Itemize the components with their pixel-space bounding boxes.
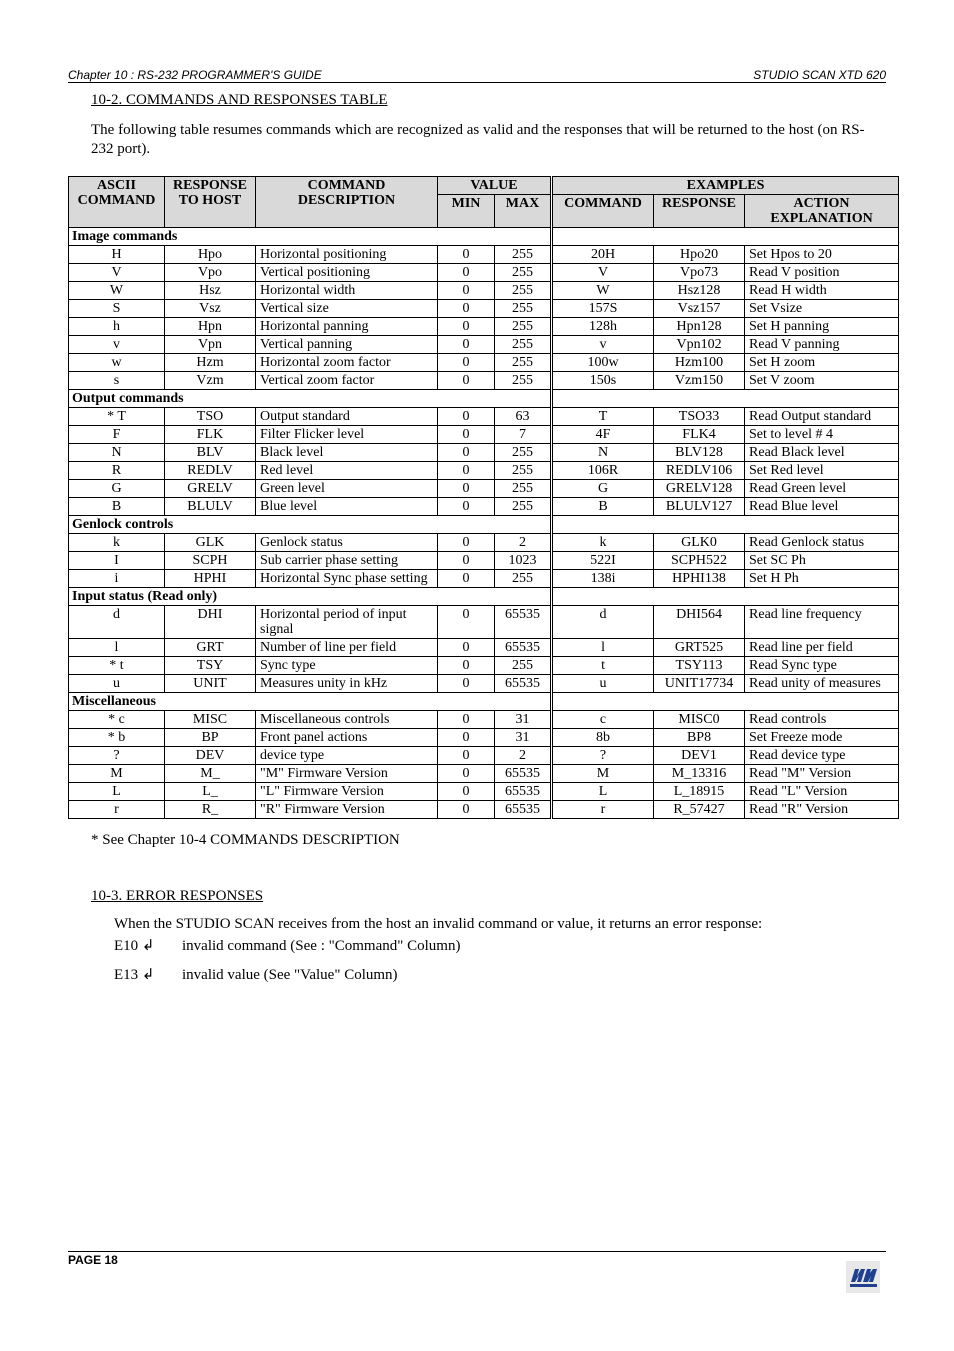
action-explanation: Read Black level	[745, 444, 899, 462]
example-response: Vpo73	[654, 264, 745, 282]
action-explanation: Set Hpos to 20	[745, 246, 899, 264]
command-description: Measures unity in kHz	[256, 675, 438, 693]
example-command: 8b	[552, 729, 654, 747]
header-max: MAX	[495, 195, 552, 228]
command-description: Vertical zoom factor	[256, 372, 438, 390]
ascii-command: L	[69, 783, 165, 801]
example-command: ?	[552, 747, 654, 765]
action-explanation: Read Sync type	[745, 657, 899, 675]
response-to-host: TSO	[165, 408, 256, 426]
example-response: DEV1	[654, 747, 745, 765]
value-max: 255	[495, 354, 552, 372]
group-blank-cell	[552, 390, 899, 408]
example-response: GRELV128	[654, 480, 745, 498]
group-blank-cell	[552, 516, 899, 534]
table-row	[69, 480, 899, 498]
ascii-command: B	[69, 498, 165, 516]
example-command: M	[552, 765, 654, 783]
ascii-command: G	[69, 480, 165, 498]
example-response: Vsz157	[654, 300, 745, 318]
value-max: 31	[495, 711, 552, 729]
group-blank-cell	[552, 693, 899, 711]
example-command: 106R	[552, 462, 654, 480]
page-number: PAGE 18	[68, 1253, 118, 1267]
example-command: V	[552, 264, 654, 282]
action-explanation: Read "L" Version	[745, 783, 899, 801]
example-response: DHI564	[654, 606, 745, 639]
command-description: Sub carrier phase setting	[256, 552, 438, 570]
table-row	[69, 657, 899, 675]
example-command: B	[552, 498, 654, 516]
command-description: Red level	[256, 462, 438, 480]
response-to-host: BLV	[165, 444, 256, 462]
example-command: l	[552, 639, 654, 657]
value-max: 63	[495, 408, 552, 426]
group-title: Input status (Read only)	[69, 588, 552, 606]
header-command-description: COMMAND DESCRIPTION	[256, 177, 438, 228]
action-explanation: Read device type	[745, 747, 899, 765]
company-logo-icon	[846, 1261, 880, 1293]
value-max: 255	[495, 570, 552, 588]
ascii-command: M	[69, 765, 165, 783]
table-row	[69, 729, 899, 747]
example-command: k	[552, 534, 654, 552]
action-explanation: Set H panning	[745, 318, 899, 336]
ascii-command: r	[69, 801, 165, 819]
header-action-explanation: ACTION EXPLANATION	[745, 195, 899, 228]
error-description: invalid value (See "Value" Column)	[182, 967, 398, 983]
example-response: FLK4	[654, 426, 745, 444]
example-response: BLULV127	[654, 498, 745, 516]
group-title: Miscellaneous	[69, 693, 552, 711]
value-min: 0	[438, 444, 495, 462]
command-description: Front panel actions	[256, 729, 438, 747]
example-response: GLK0	[654, 534, 745, 552]
value-max: 65535	[495, 783, 552, 801]
action-explanation: Read V position	[745, 264, 899, 282]
command-description: device type	[256, 747, 438, 765]
table-row	[69, 462, 899, 480]
action-explanation: Read "R" Version	[745, 801, 899, 819]
example-response: Hpn128	[654, 318, 745, 336]
header-chapter: Chapter 10 : RS-232 PROGRAMMER'S GUIDE	[68, 68, 322, 82]
header-ascii-command: ASCII COMMAND	[69, 177, 165, 228]
example-response: REDLV106	[654, 462, 745, 480]
ascii-command: I	[69, 552, 165, 570]
commands-table	[68, 176, 899, 819]
table-row	[69, 300, 899, 318]
value-max: 255	[495, 246, 552, 264]
value-min: 0	[438, 480, 495, 498]
value-min: 0	[438, 264, 495, 282]
ascii-command: s	[69, 372, 165, 390]
value-min: 0	[438, 246, 495, 264]
action-explanation: Set H Ph	[745, 570, 899, 588]
command-description: "M" Firmware Version	[256, 765, 438, 783]
example-response: Vpn102	[654, 336, 745, 354]
ascii-command: N	[69, 444, 165, 462]
action-explanation: Set to level # 4	[745, 426, 899, 444]
chapter-note: * See Chapter 10-4 COMMANDS DESCRIPTION	[91, 832, 400, 848]
example-command: 4F	[552, 426, 654, 444]
value-min: 0	[438, 639, 495, 657]
value-min: 0	[438, 747, 495, 765]
value-min: 0	[438, 498, 495, 516]
value-min: 0	[438, 801, 495, 819]
error-code: E13 ↲	[114, 967, 155, 983]
value-min: 0	[438, 534, 495, 552]
value-max: 255	[495, 462, 552, 480]
action-explanation: Read Output standard	[745, 408, 899, 426]
example-command: u	[552, 675, 654, 693]
example-response: R_57427	[654, 801, 745, 819]
example-response: TSY113	[654, 657, 745, 675]
action-explanation: Read Green level	[745, 480, 899, 498]
example-response: HPHI138	[654, 570, 745, 588]
action-explanation: Read Genlock status	[745, 534, 899, 552]
footer-rule	[68, 1251, 886, 1252]
value-max: 255	[495, 264, 552, 282]
response-to-host: SCPH	[165, 552, 256, 570]
value-min: 0	[438, 552, 495, 570]
error-line	[114, 936, 460, 955]
response-to-host: DEV	[165, 747, 256, 765]
header-value: VALUE	[438, 177, 552, 195]
page-header	[68, 66, 886, 83]
value-max: 65535	[495, 801, 552, 819]
action-explanation: Set Vsize	[745, 300, 899, 318]
value-max: 1023	[495, 552, 552, 570]
value-min: 0	[438, 282, 495, 300]
response-to-host: Vzm	[165, 372, 256, 390]
value-max: 255	[495, 282, 552, 300]
action-explanation: Set H zoom	[745, 354, 899, 372]
table-row	[69, 336, 899, 354]
value-max: 65535	[495, 675, 552, 693]
response-to-host: GRELV	[165, 480, 256, 498]
command-description: Horizontal width	[256, 282, 438, 300]
table-row	[69, 426, 899, 444]
command-description: Horizontal panning	[256, 318, 438, 336]
example-command: W	[552, 282, 654, 300]
error-code: E10 ↲	[114, 938, 155, 954]
action-explanation: Read line frequency	[745, 606, 899, 639]
ascii-command: * T	[69, 408, 165, 426]
value-min: 0	[438, 462, 495, 480]
ascii-command: v	[69, 336, 165, 354]
error-line	[114, 965, 398, 984]
response-to-host: L_	[165, 783, 256, 801]
value-min: 0	[438, 318, 495, 336]
value-min: 0	[438, 354, 495, 372]
action-explanation: Read Blue level	[745, 498, 899, 516]
command-description: Vertical positioning	[256, 264, 438, 282]
example-response: SCPH522	[654, 552, 745, 570]
example-command: 150s	[552, 372, 654, 390]
group-title: Output commands	[69, 390, 552, 408]
response-to-host: Hsz	[165, 282, 256, 300]
header-response-to-host: RESPONSE TO HOST	[165, 177, 256, 228]
value-max: 65535	[495, 765, 552, 783]
error-description: invalid command (See : "Command" Column)	[182, 938, 461, 954]
example-command: r	[552, 801, 654, 819]
example-response: M_13316	[654, 765, 745, 783]
example-command: 157S	[552, 300, 654, 318]
table-row	[69, 534, 899, 552]
response-to-host: Hpn	[165, 318, 256, 336]
response-to-host: Vpn	[165, 336, 256, 354]
value-min: 0	[438, 675, 495, 693]
command-description: Horizontal zoom factor	[256, 354, 438, 372]
table-row	[69, 282, 899, 300]
group-header-row	[69, 588, 899, 606]
response-to-host: Hpo	[165, 246, 256, 264]
value-min: 0	[438, 729, 495, 747]
ascii-command: V	[69, 264, 165, 282]
command-description: Miscellaneous controls	[256, 711, 438, 729]
value-min: 0	[438, 711, 495, 729]
example-response: GRT525	[654, 639, 745, 657]
value-max: 65535	[495, 639, 552, 657]
example-command: v	[552, 336, 654, 354]
example-command: 100w	[552, 354, 654, 372]
action-explanation: Read V panning	[745, 336, 899, 354]
table-row	[69, 801, 899, 819]
ascii-command: S	[69, 300, 165, 318]
table-row	[69, 747, 899, 765]
example-command: 128h	[552, 318, 654, 336]
ascii-command: ?	[69, 747, 165, 765]
group-header-row	[69, 516, 899, 534]
value-max: 31	[495, 729, 552, 747]
command-description: Sync type	[256, 657, 438, 675]
section-title-errors: 10-3. ERROR RESPONSES	[91, 888, 264, 904]
table-row	[69, 765, 899, 783]
table-row	[69, 675, 899, 693]
ascii-command: * c	[69, 711, 165, 729]
action-explanation: Read line per field	[745, 639, 899, 657]
table-row	[69, 372, 899, 390]
example-command: 20H	[552, 246, 654, 264]
example-command: L	[552, 783, 654, 801]
value-max: 7	[495, 426, 552, 444]
example-command: T	[552, 408, 654, 426]
action-explanation: Set V zoom	[745, 372, 899, 390]
response-to-host: Hzm	[165, 354, 256, 372]
example-response: Hsz128	[654, 282, 745, 300]
example-command: 522I	[552, 552, 654, 570]
table-row	[69, 552, 899, 570]
header-example-command: COMMAND	[552, 195, 654, 228]
ascii-command: F	[69, 426, 165, 444]
example-response: L_18915	[654, 783, 745, 801]
action-explanation: Set Red level	[745, 462, 899, 480]
action-explanation: Set Freeze mode	[745, 729, 899, 747]
command-description: Vertical panning	[256, 336, 438, 354]
response-to-host: Vsz	[165, 300, 256, 318]
example-response: TSO33	[654, 408, 745, 426]
response-to-host: Vpo	[165, 264, 256, 282]
command-description: Horizontal Sync phase setting	[256, 570, 438, 588]
table-row	[69, 639, 899, 657]
value-min: 0	[438, 570, 495, 588]
command-description: Green level	[256, 480, 438, 498]
group-blank-cell	[552, 588, 899, 606]
error-intro: When the STUDIO SCAN receives from the host an invalid command or value, it returns an error response:	[114, 916, 763, 932]
table-row	[69, 444, 899, 462]
value-max: 255	[495, 300, 552, 318]
response-to-host: REDLV	[165, 462, 256, 480]
value-min: 0	[438, 783, 495, 801]
group-blank-cell	[552, 228, 899, 246]
ascii-command: d	[69, 606, 165, 639]
action-explanation: Read unity of measures	[745, 675, 899, 693]
table-row	[69, 783, 899, 801]
response-to-host: DHI	[165, 606, 256, 639]
value-min: 0	[438, 336, 495, 354]
ascii-command: * t	[69, 657, 165, 675]
value-max: 255	[495, 498, 552, 516]
command-description: "R" Firmware Version	[256, 801, 438, 819]
value-min: 0	[438, 426, 495, 444]
ascii-command: k	[69, 534, 165, 552]
example-response: BP8	[654, 729, 745, 747]
example-response: Vzm150	[654, 372, 745, 390]
response-to-host: TSY	[165, 657, 256, 675]
ascii-command: l	[69, 639, 165, 657]
header-examples: EXAMPLES	[552, 177, 899, 195]
example-command: G	[552, 480, 654, 498]
example-command: t	[552, 657, 654, 675]
table-row	[69, 408, 899, 426]
value-min: 0	[438, 372, 495, 390]
response-to-host: GLK	[165, 534, 256, 552]
value-min: 0	[438, 408, 495, 426]
ascii-command: W	[69, 282, 165, 300]
example-command: d	[552, 606, 654, 639]
group-header-row	[69, 390, 899, 408]
example-response: MISC0	[654, 711, 745, 729]
group-title: Image commands	[69, 228, 552, 246]
response-to-host: HPHI	[165, 570, 256, 588]
action-explanation: Read controls	[745, 711, 899, 729]
value-min: 0	[438, 657, 495, 675]
value-max: 255	[495, 372, 552, 390]
ascii-command: u	[69, 675, 165, 693]
value-max: 255	[495, 480, 552, 498]
command-description: Number of line per field	[256, 639, 438, 657]
ascii-command: h	[69, 318, 165, 336]
command-description: Horizontal period of input signal	[256, 606, 438, 639]
value-min: 0	[438, 606, 495, 639]
value-max: 255	[495, 318, 552, 336]
table-row	[69, 264, 899, 282]
command-description: Horizontal positioning	[256, 246, 438, 264]
command-description: "L" Firmware Version	[256, 783, 438, 801]
action-explanation: Set SC Ph	[745, 552, 899, 570]
value-max: 2	[495, 747, 552, 765]
example-response: UNIT17734	[654, 675, 745, 693]
command-description: Black level	[256, 444, 438, 462]
example-response: BLV128	[654, 444, 745, 462]
ascii-command: H	[69, 246, 165, 264]
intro-paragraph: The following table resumes commands which are recognized as valid and the responses that will be returned to the host (on RS-232 port).	[91, 122, 865, 157]
value-min: 0	[438, 765, 495, 783]
table-row	[69, 498, 899, 516]
command-description: Genlock status	[256, 534, 438, 552]
header-min: MIN	[438, 195, 495, 228]
value-max: 65535	[495, 606, 552, 639]
example-response: Hzm100	[654, 354, 745, 372]
command-description: Vertical size	[256, 300, 438, 318]
table-row	[69, 606, 899, 639]
ascii-command: R	[69, 462, 165, 480]
command-description: Filter Flicker level	[256, 426, 438, 444]
example-response: Hpo20	[654, 246, 745, 264]
value-max: 255	[495, 336, 552, 354]
section-title-commands: 10-2. COMMANDS AND RESPONSES TABLE	[91, 92, 388, 108]
ascii-command: * b	[69, 729, 165, 747]
example-command: N	[552, 444, 654, 462]
value-min: 0	[438, 300, 495, 318]
response-to-host: BP	[165, 729, 256, 747]
table-row	[69, 570, 899, 588]
group-header-row	[69, 693, 899, 711]
response-to-host: GRT	[165, 639, 256, 657]
table-row	[69, 711, 899, 729]
table-row	[69, 318, 899, 336]
response-to-host: M_	[165, 765, 256, 783]
group-title: Genlock controls	[69, 516, 552, 534]
ascii-command: i	[69, 570, 165, 588]
value-max: 2	[495, 534, 552, 552]
value-max: 255	[495, 657, 552, 675]
header-example-response: RESPONSE	[654, 195, 745, 228]
table-row	[69, 354, 899, 372]
action-explanation: Read "M" Version	[745, 765, 899, 783]
response-to-host: BLULV	[165, 498, 256, 516]
response-to-host: MISC	[165, 711, 256, 729]
value-max: 255	[495, 444, 552, 462]
example-command: c	[552, 711, 654, 729]
header-product: STUDIO SCAN XTD 620	[753, 68, 886, 82]
response-to-host: FLK	[165, 426, 256, 444]
response-to-host: UNIT	[165, 675, 256, 693]
group-header-row	[69, 228, 899, 246]
table-row	[69, 246, 899, 264]
ascii-command: w	[69, 354, 165, 372]
command-description: Output standard	[256, 408, 438, 426]
response-to-host: R_	[165, 801, 256, 819]
command-description: Blue level	[256, 498, 438, 516]
action-explanation: Read H width	[745, 282, 899, 300]
example-command: 138i	[552, 570, 654, 588]
